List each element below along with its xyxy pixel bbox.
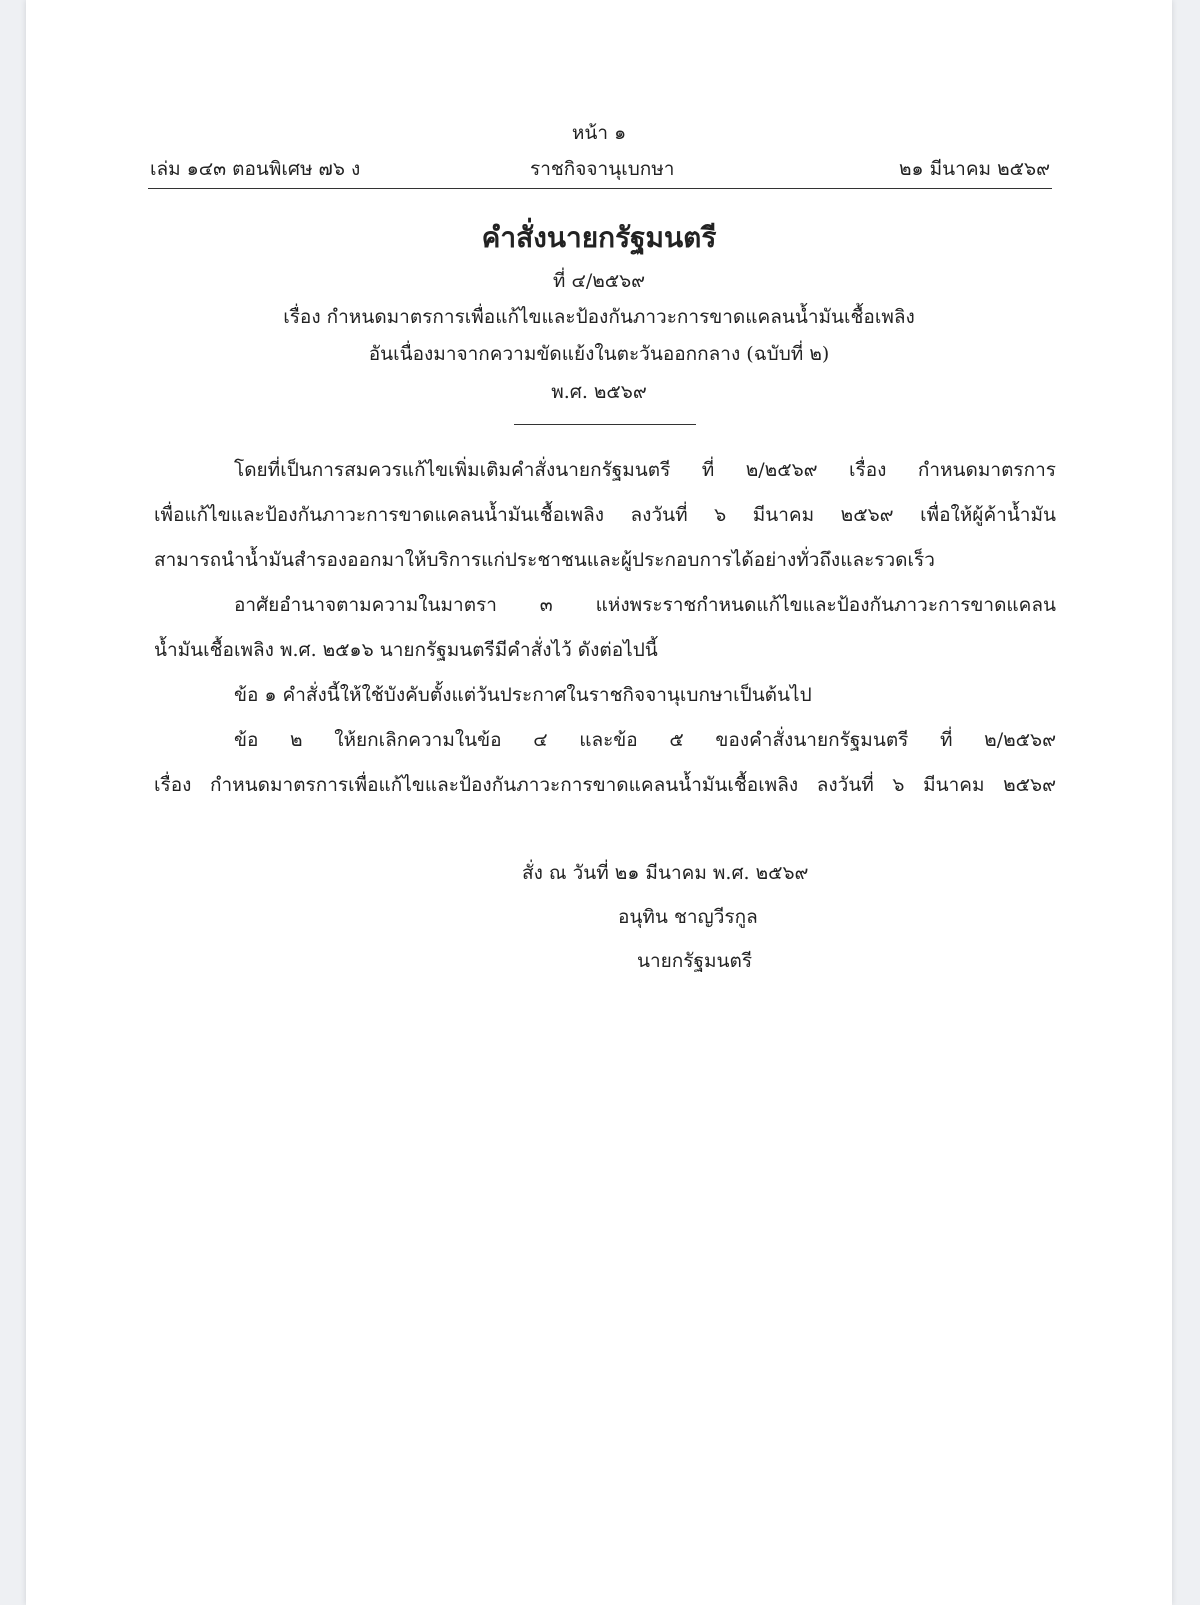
gazette-name: ราชกิจจานุเบกษา (530, 158, 675, 180)
subject-line-1: เรื่อง กำหนดมาตรการเพื่อแก้ไขและป้องกันภาวะการขาดแคลนน้ำมันเชื้อเพลิง (283, 306, 915, 328)
title-divider (514, 424, 696, 425)
paragraph-2-line-2: น้ำมันเชื้อเพลิง พ.ศ. ๒๕๑๖ นายกรัฐมนตรีมีคำสั่งไว้ ดังต่อไปนี้ (154, 639, 658, 661)
document-body (154, 454, 1056, 814)
document-year: พ.ศ. ๒๕๖๙ (551, 381, 647, 403)
clause-2-line-1: ข้อ ๒ ให้ยกเลิกความในข้อ ๔ และข้อ ๕ ของคำสั่งนายกรัฐมนตรี ที่ ๒/๒๕๖๙ (234, 729, 1056, 751)
paragraph-1-line-1: โดยที่เป็นการสมควรแก้ไขเพิ่มเติมคำสั่งนายกรัฐมนตรี ที่ ๒/๒๕๖๙ เรื่อง กำหนดมาตรการ (234, 459, 1056, 481)
gazette-date: ๒๑ มีนาคม ๒๕๖๙ (899, 158, 1050, 180)
paragraph-1-line-3: สามารถนำน้ำมันสำรองออกมาให้บริการแก่ประชาชนและผู้ประกอบการได้อย่างทั่วถึงและรวดเร็ว (154, 549, 935, 571)
clause-2-line-2: เรื่อง กำหนดมาตรการเพื่อแก้ไขและป้องกันภาวะการขาดแคลนน้ำมันเชื้อเพลิง ลงวันที่ ๖ มีนาคม ๒๕๖๙ (154, 774, 1056, 796)
clause-1: ข้อ ๑ คำสั่งนี้ให้ใช้บังคับตั้งแต่วันประกาศในราชกิจจานุเบกษาเป็นต้นไป (234, 684, 812, 706)
signature-date: สั่ง ณ วันที่ ๒๑ มีนาคม พ.ศ. ๒๕๖๙ (522, 862, 809, 884)
page-number: หน้า ๑ (571, 122, 627, 144)
header-divider (148, 188, 1052, 189)
paragraph-2-line-1: อาศัยอำนาจตามความในมาตรา ๓ แห่งพระราชกำหนดแก้ไขและป้องกันภาวะการขาดแคลน (234, 594, 1056, 616)
order-number: ที่ ๔/๒๕๖๙ (552, 270, 646, 292)
signatory-position: นายกรัฐมนตรี (637, 950, 753, 972)
document-page (26, 0, 1172, 1605)
volume-issue: เล่ม ๑๔๓ ตอนพิเศษ ๗๖ ง (150, 158, 361, 180)
signatory-name: อนุทิน ชาญวีรกูล (618, 906, 758, 928)
paragraph-1-line-2: เพื่อแก้ไขและป้องกันภาวะการขาดแคลนน้ำมันเชื้อเพลิง ลงวันที่ ๖ มีนาคม ๒๕๖๙ เพื่อให้ผู้ค้าน้ำมัน (154, 504, 1056, 526)
document-title: คำสั่งนายกรัฐมนตรี (481, 221, 717, 254)
subject-line-2: อันเนื่องมาจากความขัดแย้งในตะวันออกกลาง (ฉบับที่ ๒) (368, 343, 830, 365)
